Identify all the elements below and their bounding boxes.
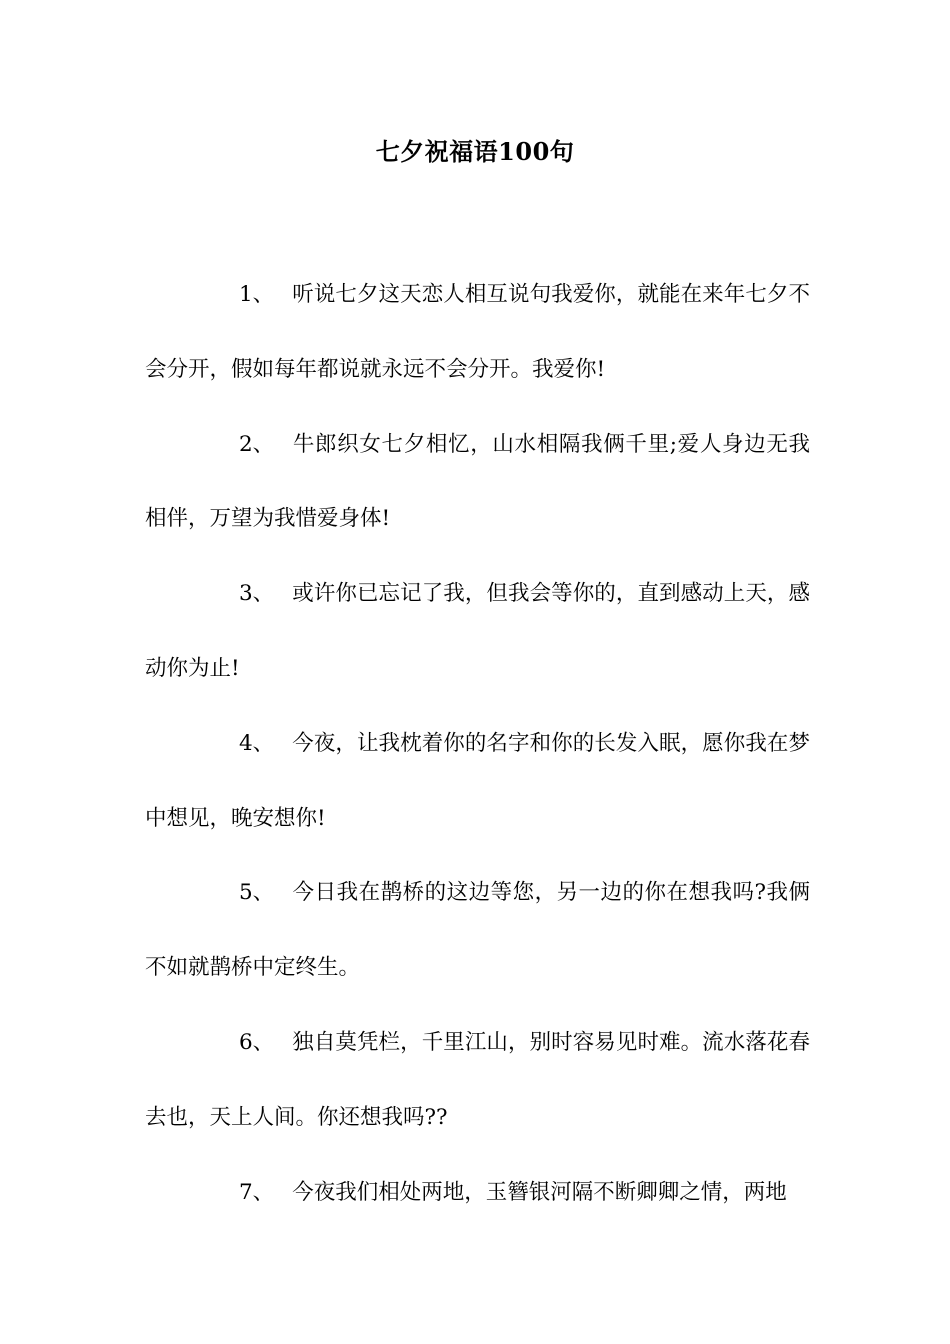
list-item [145, 258, 810, 408]
item-text: 听说七夕这天恋人相互说句我爱你，就能在来年七夕不会分开，假如每年都说就永远不会分开。我爱你! [145, 282, 810, 382]
item-number: 1、 [239, 282, 275, 307]
list-item [145, 856, 810, 1006]
item-number: 5、 [239, 880, 275, 906]
blessing-list [145, 258, 810, 1230]
item-number: 6、 [239, 1029, 275, 1055]
document-title: 七夕祝福语100句 [375, 137, 575, 166]
item-number: 7、 [239, 1179, 275, 1205]
item-number: 4、 [239, 730, 275, 756]
item-text: 今夜，让我枕着你的名字和你的长发入眠，愿你我在梦中想见，晚安想你! [145, 730, 810, 831]
item-number: 2、 [239, 431, 275, 457]
item-text: 牛郎织女七夕相忆，山水相隔我俩千里;爱人身边无我相伴，万望为我惜爱身体! [145, 431, 810, 532]
item-text: 今夜我们相处两地，玉簪银河隔不断卿卿之情，两地 [292, 1179, 787, 1205]
list-item [145, 408, 810, 558]
item-number: 3、 [239, 581, 275, 607]
list-item [145, 1006, 810, 1156]
list-item [145, 1156, 810, 1231]
item-text: 或许你已忘记了我，但我会等你的，直到感动上天，感动你为止! [145, 581, 810, 681]
list-item [145, 707, 810, 857]
item-text: 今日我在鹊桥的这边等您，另一边的你在想我吗?我俩不如就鹊桥中定终生。 [145, 880, 810, 981]
list-item [145, 557, 810, 707]
item-text: 独自莫凭栏，千里江山，别时容易见时难。流水落花春去也，天上人间。你还想我吗?? [145, 1029, 810, 1130]
